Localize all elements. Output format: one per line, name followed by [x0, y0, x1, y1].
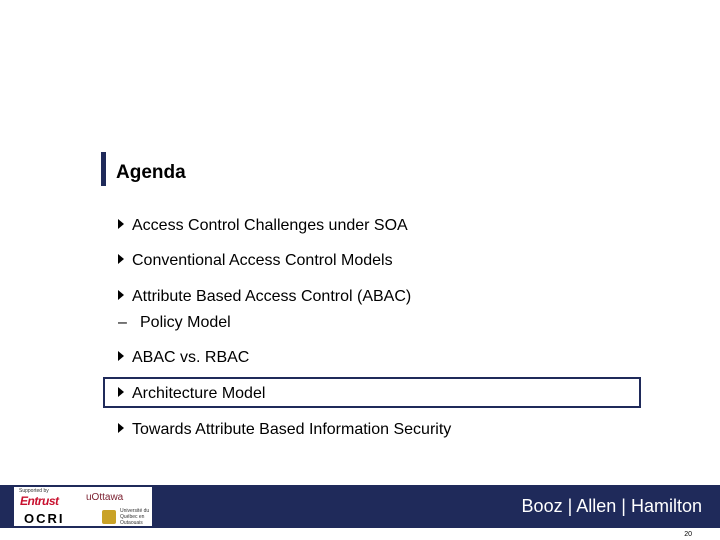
crest-icon: [102, 510, 116, 524]
sponsor-label: Supported by: [19, 488, 49, 494]
agenda-item-current: [118, 385, 265, 403]
uottawa-logo: uOttawa: [86, 492, 124, 503]
agenda-item-label: Access Control Challenges under SOA: [132, 217, 408, 234]
entrust-logo: Entrust: [20, 494, 59, 508]
agenda-item-label: Towards Attribute Based Information Security: [132, 421, 452, 438]
sponsor-logos: [14, 487, 152, 526]
bullet-arrow-icon: [118, 290, 124, 300]
bullet-arrow-icon: [118, 351, 124, 361]
bullet-arrow-icon: [118, 254, 124, 264]
agenda-item-label: ABAC vs. RBAC: [132, 349, 250, 366]
uqo-logo: Université du Québec en Outaouais: [120, 508, 150, 526]
agenda-item: [118, 217, 408, 235]
sub-item-label: Policy Model: [140, 314, 231, 331]
agenda-item: [118, 421, 451, 439]
agenda-item: [118, 349, 249, 367]
bullet-arrow-icon: [118, 219, 124, 229]
page-number: 20: [684, 531, 692, 538]
bullet-arrow-icon: [118, 387, 124, 397]
brand-logo: Booz | Allen | Hamilton: [521, 496, 702, 516]
agenda-item-label: Architecture Model: [132, 385, 266, 402]
title-accent-bar: [101, 152, 106, 186]
bullet-arrow-icon: [118, 423, 124, 433]
sub-item-dash: –: [118, 314, 127, 331]
agenda-sub-item: [118, 314, 231, 332]
agenda-item-label: Attribute Based Access Control (ABAC): [132, 288, 412, 305]
agenda-item-label: Conventional Access Control Models: [132, 252, 393, 269]
footer-bar: [0, 485, 720, 528]
slide-title: Agenda: [116, 162, 186, 183]
agenda-item: [118, 252, 393, 270]
agenda-item: [118, 288, 411, 306]
ocri-logo: OCRI: [24, 511, 65, 526]
